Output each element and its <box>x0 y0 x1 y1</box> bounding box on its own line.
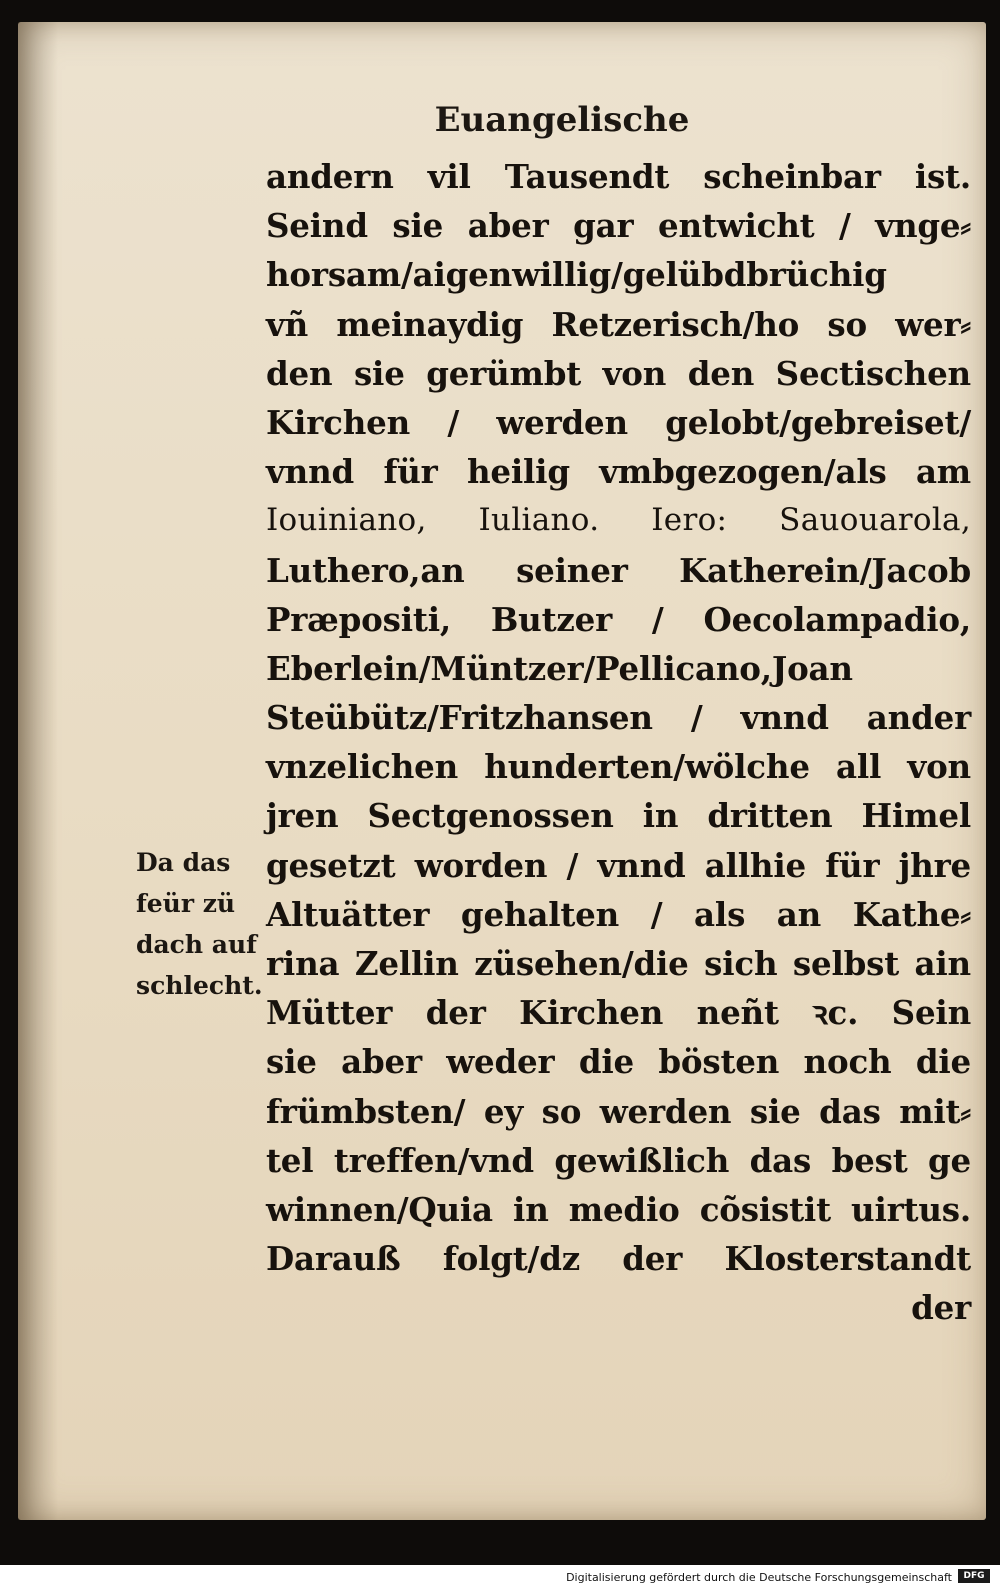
funding-credit: Digitalisierung gefördert durch die Deutsche Forschungsgemeinschaft <box>566 1571 952 1584</box>
text-line: vnnd für heilig vmbgezogen/als am <box>266 452 971 492</box>
text-line: Darauß folgt/dz der Klosterstandt <box>266 1239 971 1279</box>
text-line: vñ meinaydig Retzerisch/ho so wer⸗ <box>266 304 971 344</box>
text-line: tel treffen/vnd gewißlich das best ge <box>266 1140 971 1180</box>
text-line: Seind sie aber gar entwicht / vnge⸗ <box>266 206 971 246</box>
text-line: horsam/aigenwillig/gelübdbrüchig <box>266 255 887 295</box>
marginal-note-line: schlecht. <box>136 971 263 1000</box>
body-text <box>266 152 971 1333</box>
marginal-note-line: dach auf <box>136 930 257 959</box>
book-page <box>18 22 986 1520</box>
text-line: Eberlein/Müntzer/Pellicano,Joan <box>266 648 853 688</box>
marginal-note-line: feür zü <box>136 889 236 918</box>
text-line: andern vil Tausendt scheinbar ist. <box>266 157 971 196</box>
text-line: Luthero,an seiner Katherein/Jacob <box>266 550 971 590</box>
running-head: Euangelische <box>434 100 690 140</box>
text-line: Iouiniano, Iuliano. Iero: Sauouarola, <box>266 502 971 539</box>
dfg-logo: DFG <box>958 1569 990 1583</box>
text-line: winnen/Quia in medio cõsistit uirtus. <box>266 1189 971 1229</box>
text-line: Præpositi, Butzer / Oecolampadio, <box>266 599 971 639</box>
text-line: Kirchen / werden gelobt/gebreiset/ <box>266 402 971 442</box>
text-line: den sie gerümbt von den Sectischen <box>266 353 971 393</box>
text-line: Steübütz/Fritzhansen / vnnd ander <box>266 698 971 738</box>
marginal-note <box>136 842 276 1006</box>
text-line: gesetzt worden / vnnd allhie für jhre <box>266 845 971 885</box>
text-line: jren Sectgenossen in dritten Himel <box>266 796 971 836</box>
footer-bar <box>0 1565 1000 1587</box>
text-line: vnzelichen hunderten/wölche all von <box>266 747 971 787</box>
marginal-note-line: Da das <box>136 848 231 877</box>
text-line: sie aber weder die bösten noch die <box>266 1042 971 1082</box>
page-gutter-shadow <box>18 22 58 1520</box>
text-line: rina Zellin züsehen/die sich selbst ain <box>266 944 971 983</box>
catchword: der <box>911 1288 971 1328</box>
text-line: Altuätter gehalten / als an Kathe⸗ <box>266 894 971 934</box>
text-line: frümbsten/ ey so werden sie das mit⸗ <box>266 1091 971 1131</box>
text-line: Mütter der Kirchen neñt ꝛc. Sein <box>266 993 971 1033</box>
